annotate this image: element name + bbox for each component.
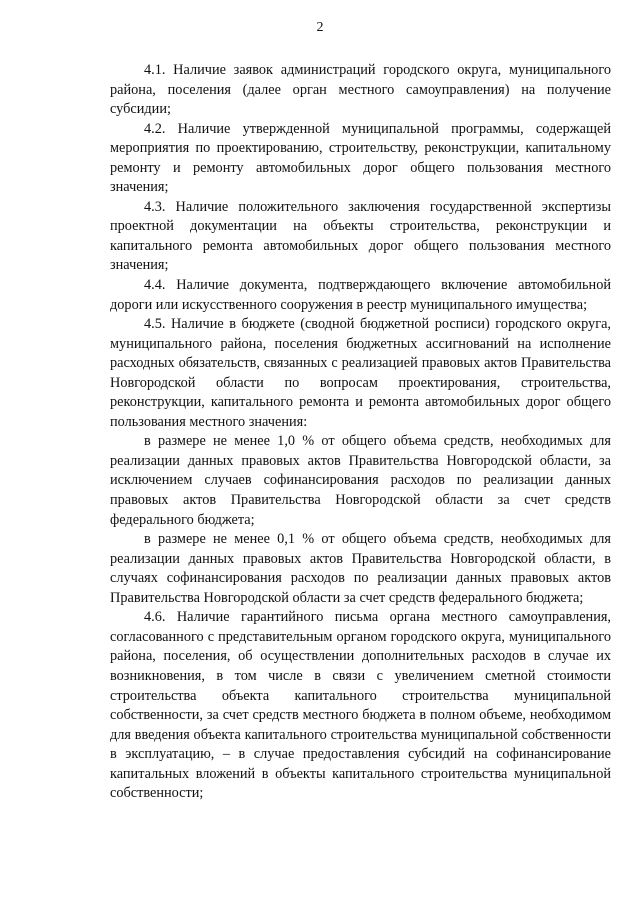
paragraph-4-6: 4.6. Наличие гарантийного письма органа местного самоуправления, согласованного с представительным органом городского округа, муниципального района, поселения, об осуществлении дополнительных расходов в случае их возникновения, в том числе в связи с увеличением сметной стоимости строительства объекта капитального строительства муниципальной собственности, за счет средств местного бюджета в полном объеме, необходимом для введения объекта капитального строительства муниципальной собственности в эксплуатацию, – в случае предоставления субсидий на софинансирование капитальных вложений в объекты капитального строительства муниципальной собственности; bbox=[110, 609, 611, 802]
paragraph-4-5: 4.5. Наличие в бюджете (сводной бюджетной росписи) городского округа, муниципального района, поселения бюджетных ассигнований на исполнение расходных обязательств, связанных с реализацией правовых актов Правительства Новгородской области по вопросам проектирования, строительства, реконструкции, капитального ремонта и ремонта автомобильных дорог общего пользования местного значения: bbox=[110, 316, 611, 430]
paragraph-4-4: 4.4. Наличие документа, подтверждающего включение автомобильной дороги или искусственного сооружения в реестр муниципального имущества; bbox=[110, 277, 611, 313]
paragraph-4-1: 4.1. Наличие заявок администраций городского округа, муниципального района, поселения (далее орган местного самоуправления) на получение субсидии; bbox=[110, 62, 611, 118]
paragraph-4-5-option-1: в размере не менее 1,0 % от общего объема средств, необходимых для реализации данных правовых актов Правительства Новгородской области, за исключением случаев софинансирования расходов по реализации данных правовых актов Правительства Новгородской области за счет средств федерального бюджета; bbox=[110, 433, 611, 528]
paragraph-4-5-option-2: в размере не менее 0,1 % от общего объема средств, необходимых для реализации данных правовых актов Правительства Новгородской области, в случаях софинансирования расходов по реализации данных правовых актов Правительства Новгородской области за счет средств федерального бюджета; bbox=[110, 531, 611, 606]
paragraph-4-3: 4.3. Наличие положительного заключения государственной экспертизы проектной документации на объекты строительства, реконструкции и капитального ремонта автомобильных дорог общего пользования местного значения; bbox=[110, 198, 611, 274]
document-body bbox=[110, 61, 611, 804]
page-number: 2 bbox=[316, 20, 324, 35]
paragraph-4-2: 4.2. Наличие утвержденной муниципальной программы, содержащей мероприятия по проектированию, строительству, реконструкции, капитальному ремонту и ремонту автомобильных дорог общего пользования местного значения; bbox=[110, 120, 611, 196]
